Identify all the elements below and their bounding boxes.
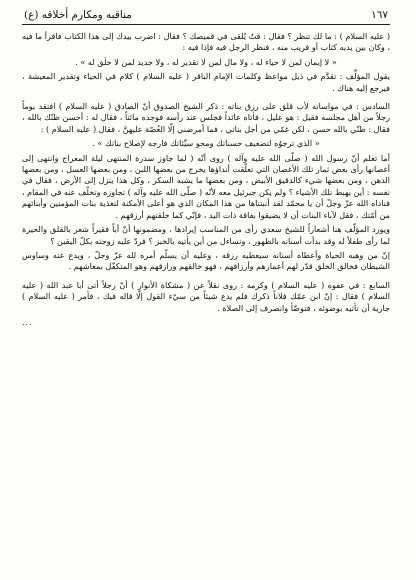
paragraph: ( عليه السلام ) : ما لك تنظر ؟ فقال : قتٌ يُلقى في قميصك ؟ فقال : اضرب بيدك إلى هذا الكتاب فاقرأ ما فيه ، وكان بين يديه كتاب أو قريب منه ، فنظر الرجل فيه فإذا فيه : <box>22 31 390 53</box>
signature-mark: ... <box>22 317 33 327</box>
paragraph: إنّ من وهبه الحياة وأعطاه أسنانه سيعطيه رزقه ، وعليه أن يسلّم أمره لله عزّ وجلّ ، ويدع عنه وساوس الشيطان فخالق الخلق قدّر لهم أعمارهم وأرزاقهم ، فهو خالقهم ورازقهم وهو المتكفّل بمعاشهم . <box>22 249 390 272</box>
page-number: ١٦٧ <box>371 9 388 21</box>
paragraph: يقول المؤلِّف : تقدَّم في ذيل مواعظ وكلمات الإمام الباقر ( عليه السلام ) كلام في الحياء وتقدير المعيشة ، فيرجع إليه هناك . <box>22 71 390 93</box>
header-rule <box>22 24 390 25</box>
page-header <box>22 8 390 23</box>
paragraph: أما تعلم أنّ رسول الله ( صلّى الله عليه وآله ) روى أنّه ( لما جاوز سدرة المنتهى ليلة المعراج وانتهى إلى أغصانها رأى بعض ثمار تلك الأغصان التي تعلّقت أنداؤها يخرج من بعضها اللبن ، ومن بعضها العسل ، ومن بعضها الدهن ، ومن بعضها شيء كالدقيق الأبيض ، ومن بعضها ما يشبه السكر ، وكل هذا ينزل إلى الأرض ، فقال في نفسه : أين يهبط تلك الأشياء ؟ ولم يكن جبرئيل معه لأنّه ( صلّى الله عليه وآله ) تجاوزه وتخلّف عنه في المقام ، فناداه الله عزّ وجلّ أن يا محمّد لقد أنبتناها من هذا المكان الذي هو أعلى الأمكنة لتغذية بنات المؤمنين وأبنائهم من أمّتك ، فقل لآباء البنات أن لا يضيقوا بفاقة ذات اليد ، فإنّي كما خلقتهم أرزقهم . <box>21 152 390 220</box>
quote: « لا إيمان لمن لا حياء له ، ولا مال لمن لا تقدير له ، ولا جديد لمن لا خلَق له » . <box>75 56 337 67</box>
paragraph: ويورد المؤلّف هنا أشعاراً للشيخ سعدي رأى من المناسب إيرادها ، ومضمونها أنّ أباً فقيراً شعر بالقلق والحيرة لما رأى طفلاً له وقد بدأت أسنانه بالظهور ، وتساءل من أين يأتيه بالخبز ؟ فردّ عليه زوجته بكلّ اليقين ؟ <box>22 224 390 246</box>
quote: « الذي ترجوُه لتضعيف حسناتك ومحو سيِّئاتك فارجه لإصلاح بناتك » . <box>92 138 320 149</box>
paragraph: السابع : في عفوه ( عليه السلام ) وكرمه : روى نقلاً عن ( مشكاة الأنوار ) أنّ رجلاً أتى أبا عبد الله ( عليه السلام ) فقال : إنّ ابن عمّك فلاناً ذكرك فلم يدع شيئاً من سيّء القول إلّا قاله فيك ، فأمر ( عليه السلام ) جارية أن تأتيه بوضوئه ، فتوضّأ وانصرف إلى الصلاة . <box>22 279 390 313</box>
running-title: مناقبه ومكارم أخلاقه (ع) <box>24 9 132 21</box>
page-body <box>22 31 390 328</box>
paragraph: السادس : في مواساته لأب قلق على رزق بناته : ذكر الشيخ الصدوق أنّ الصادق ( عليه السلام ) افتقد يوماً رجلاً من أهل مجلسه فقيل : هو عليل ، فأتاه عائداً فجلس عند رأسه فوجده مائتاً ، فقال له : أحسن ظنّك بالله ، فقال : ظنّي بالله حسن ، لكن غمّي من أجل بناتي ، فما أمرضني إلّا الغُصّة عليهنَّ ، فقال ( عليه السلام ) : <box>22 101 390 134</box>
